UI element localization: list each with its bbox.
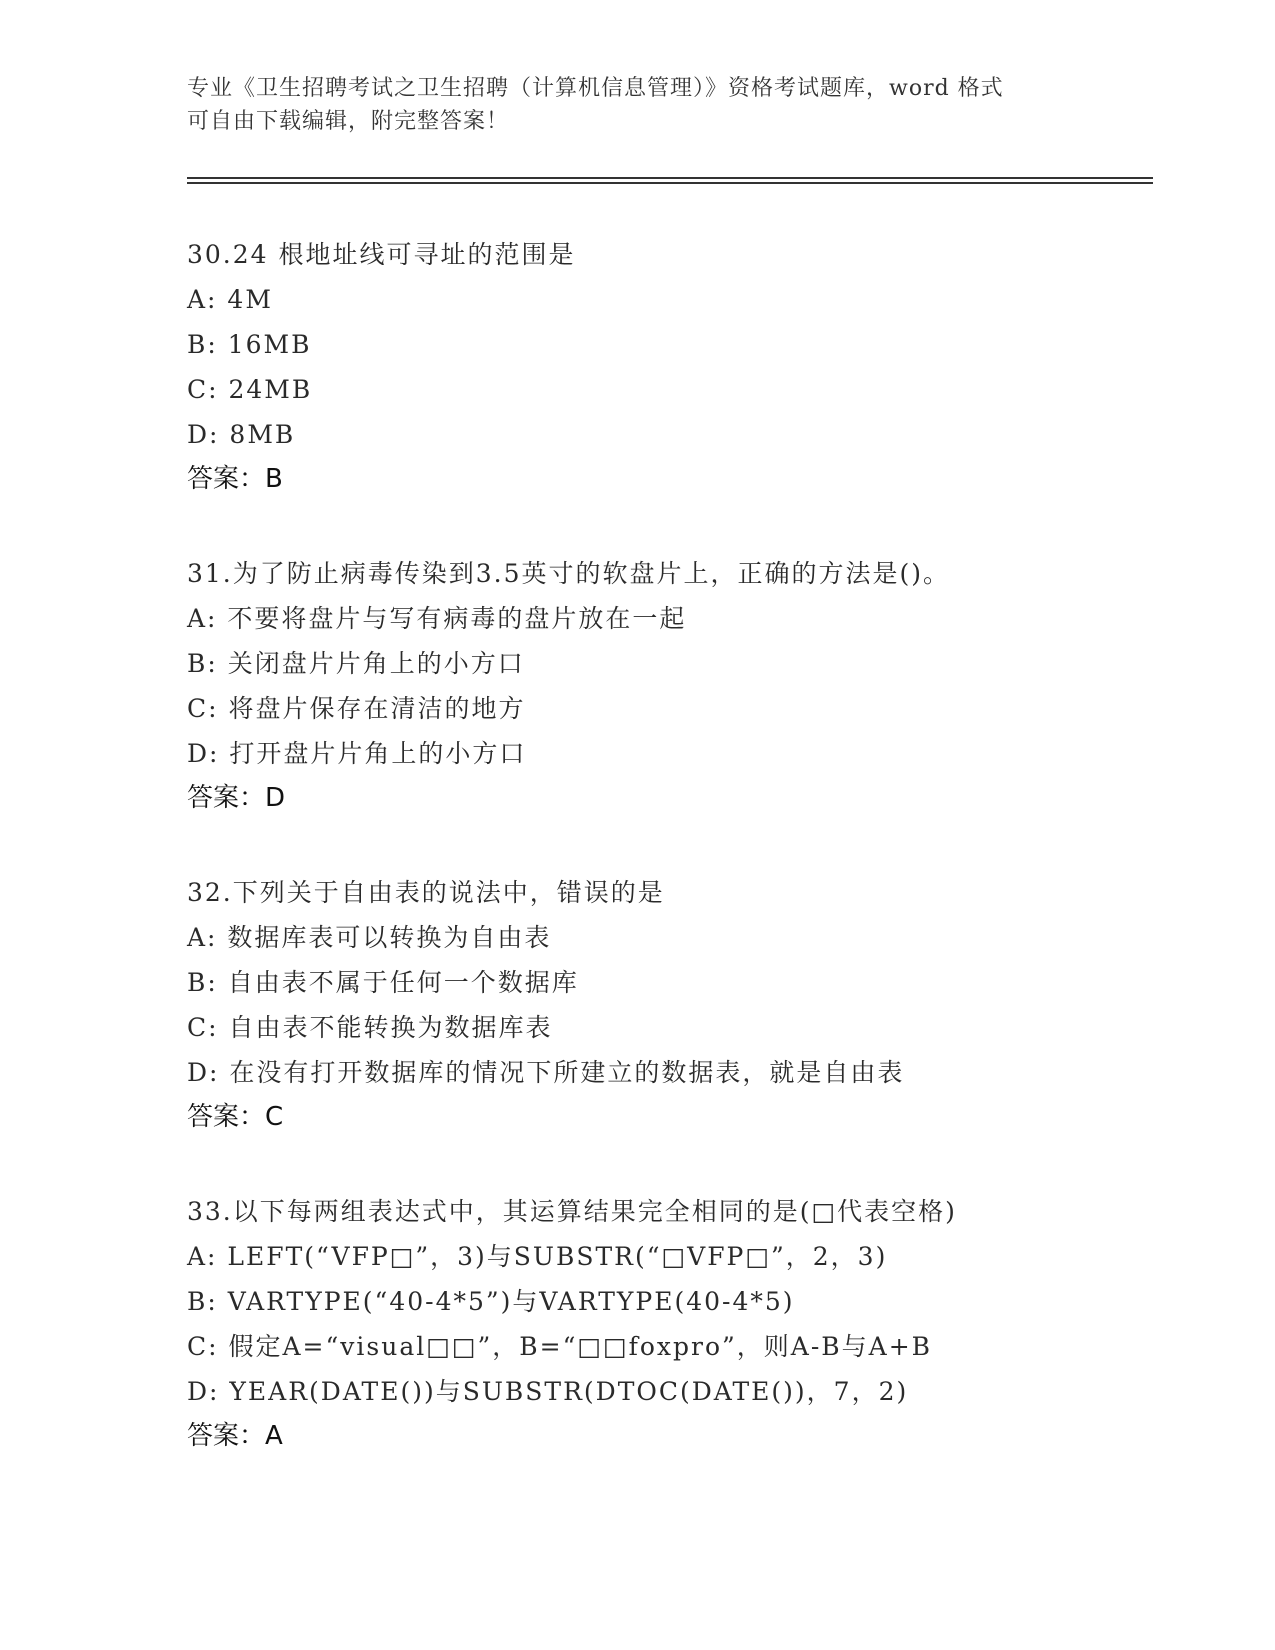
header-line-2: 可自由下载编辑，附完整答案！ [187,109,510,134]
header-divider-top [187,177,1153,179]
option-c: C: 24MB [187,375,313,404]
option-a: A: 不要将盘片与写有病毒的盘片放在一起 [187,604,687,633]
option-b: B: 自由表不属于任何一个数据库 [187,968,579,997]
option-c: C: 将盘片保存在清洁的地方 [187,694,526,723]
option-d: D: 在没有打开数据库的情况下所建立的数据表，就是自由表 [187,1058,905,1087]
option-d: D: YEAR(DATE())与SUBSTR(DTOC(DATE())，7，2) [187,1377,909,1406]
option-c: C: 假定A=“visual□□”，B=“□□foxpro”，则A-B与A+B [187,1332,933,1361]
option-a: A: 数据库表可以转换为自由表 [187,923,552,952]
question-stem: 30.24 根地址线可寻址的范围是 [187,240,576,269]
question-32 [187,870,1167,1140]
option-a: A: 4M [187,285,273,314]
document-header [187,72,1087,138]
option-d: D: 打开盘片片角上的小方口 [187,739,527,768]
answer-line: 答案：C [187,1102,284,1132]
question-stem: 31.为了防止病毒传染到3.5英寸的软盘片上，正确的方法是()。 [187,559,951,588]
option-b: B: VARTYPE(“40-4*5”)与VARTYPE(40-4*5) [187,1287,795,1316]
question-stem: 33.以下每两组表达式中，其运算结果完全相同的是(□代表空格) [187,1197,957,1226]
header-divider-bottom [187,182,1153,184]
answer-line: 答案：B [187,464,283,494]
option-b: B: 关闭盘片片角上的小方口 [187,649,525,678]
question-33 [187,1189,1167,1459]
question-31 [187,551,1167,821]
option-d: D: 8MB [187,420,296,449]
option-a: A: LEFT(“VFP□”，3)与SUBSTR(“□VFP□”，2，3) [187,1242,888,1271]
question-30 [187,232,1167,502]
option-b: B: 16MB [187,330,312,359]
answer-line: 答案：A [187,1421,283,1451]
answer-line: 答案：D [187,783,286,813]
option-c: C: 自由表不能转换为数据库表 [187,1013,553,1042]
header-line-1: 专业《卫生招聘考试之卫生招聘（计算机信息管理）》资格考试题库，word 格式 [187,76,1004,101]
question-stem: 32.下列关于自由表的说法中，错误的是 [187,878,665,907]
